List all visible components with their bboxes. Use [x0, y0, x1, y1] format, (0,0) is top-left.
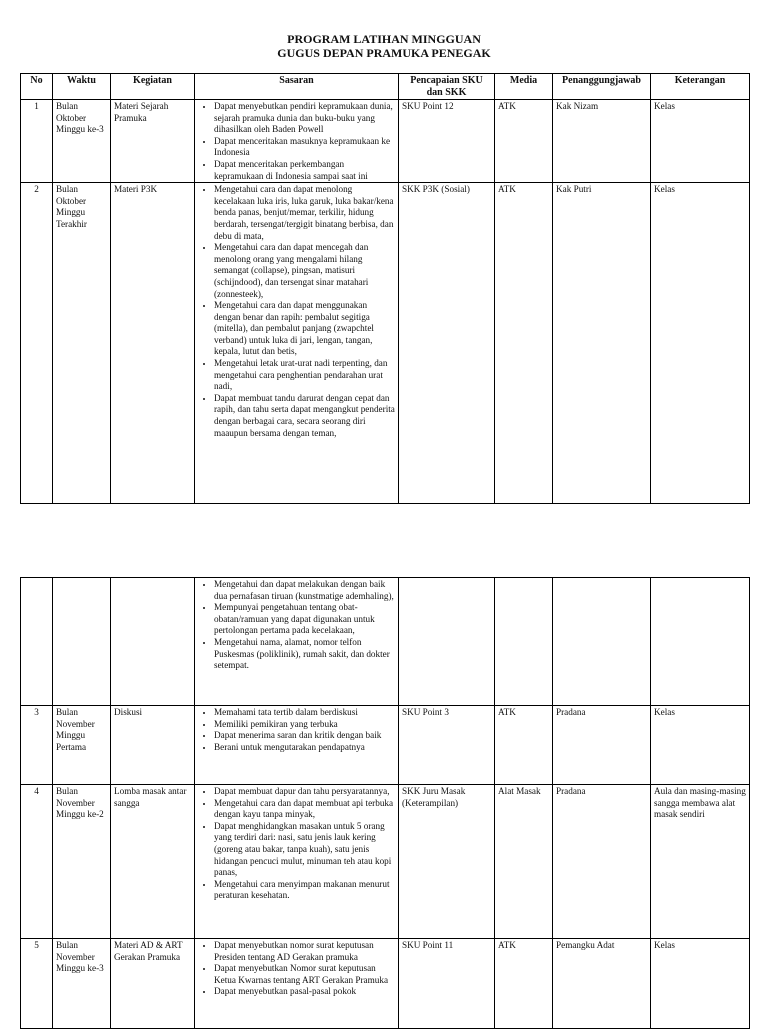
table-row: [21, 706, 750, 785]
cell-no: 2: [21, 183, 53, 504]
cell-no: 4: [21, 785, 53, 939]
cell-no: 3: [21, 706, 53, 785]
cell-no: 5: [21, 939, 53, 1029]
cell-keterangan: Kelas: [651, 939, 750, 1029]
cell-pencapaian: SKK P3K (Sosial): [399, 183, 495, 504]
cell-pencapaian: SKU Point 3: [399, 706, 495, 785]
cell-kegiatan: Materi Sejarah Pramuka: [111, 100, 195, 183]
header-sasaran: Sasaran: [195, 74, 399, 100]
cell-penanggungjawab: Pradana: [553, 785, 651, 939]
cell-media: ATK: [495, 706, 553, 785]
document-title: [0, 32, 768, 60]
cell-waktu: Bulan Oktober Minggu ke-3: [53, 100, 111, 183]
cell-waktu: Bulan Oktober Minggu Terakhir: [53, 183, 111, 504]
header-kegiatan: Kegiatan: [111, 74, 195, 100]
header-media: Media: [495, 74, 553, 100]
sasaran-item: • Mengetahui cara dan dapat menolong kecelakaan luka iris, luka garuk, luka bakar/kena benda panas, benjut/memar, terkilir, hidung berdarah, tersengat/tergigit binatang berbisa, dan debu di mata,: [214, 184, 395, 242]
cell-media: ATK: [495, 100, 553, 183]
cell-kegiatan: [111, 578, 195, 706]
cell-media: [495, 578, 553, 706]
sasaran-item: • Mengetahui cara dan dapat menggunakan dengan benar dan rapih: pembalut segitiga (mitella), dan pembalut panjang (zwapchtel verband) untuk luka di jari, lengan, tangan, kepala, lutut dan betis,: [214, 300, 395, 358]
table-row: [21, 785, 750, 939]
table-row: [21, 100, 750, 183]
schedule-table-page-2: [20, 577, 750, 1029]
sasaran-item: • Memahami tata tertib dalam berdiskusi: [214, 707, 395, 719]
cell-sasaran: [195, 183, 399, 504]
cell-pencapaian: SKU Point 11: [399, 939, 495, 1029]
sasaran-item: • Dapat membuat dapur dan tahu persyaratannya,: [214, 786, 395, 798]
cell-waktu: Bulan November Minggu ke-2: [53, 785, 111, 939]
cell-penanggungjawab: Pemangku Adat: [553, 939, 651, 1029]
sasaran-item: • Dapat membuat tandu darurat dengan cepat dan rapih, dan tahu serta dapat mengangkut penderita dengan berbagai cara, secara seorang diri maaupun bersama dengan teman,: [214, 393, 395, 439]
cell-kegiatan: Materi P3K: [111, 183, 195, 504]
cell-penanggungjawab: Pradana: [553, 706, 651, 785]
sasaran-item: • Mempunyai pengetahuan tentang obat-obatan/ramuan yang dapat digunakan untuk pertolongan pertama pada kecelakaan,: [214, 602, 395, 637]
cell-keterangan: Aula dan masing-masing sangga membawa alat masak sendiri: [651, 785, 750, 939]
sasaran-item: • Memiliki pemikiran yang terbuka: [214, 719, 395, 731]
sasaran-item: • Mengetahui cara dan dapat mencegah dan menolong orang yang mengalami hilang semangat (collapse), pingsan, matisuri (schijndood), dan tersengat sinar matahari (zonnesteek),: [214, 242, 395, 300]
cell-no: 1: [21, 100, 53, 183]
header-pencapaian: Pencapaian SKU dan SKK: [399, 74, 495, 100]
cell-kegiatan: Lomba masak antar sangga: [111, 785, 195, 939]
cell-waktu: [53, 578, 111, 706]
sasaran-item: • Berani untuk mengutarakan pendapatnya: [214, 742, 395, 754]
sasaran-item: • Dapat menceritakan perkembangan kepramukaan di Indonesia sampai saat ini: [214, 159, 395, 182]
cell-pencapaian: SKU Point 12: [399, 100, 495, 183]
sasaran-item: • Mengetahui cara menyimpan makanan menurut peraturan kesehatan.: [214, 879, 395, 902]
title-line-2: GUGUS DEPAN PRAMUKA PENEGAK: [277, 46, 491, 60]
table-row: [21, 183, 750, 504]
table-row: [21, 939, 750, 1029]
sasaran-item: • Mengetahui letak urat-urat nadi terpenting, dan mengetahui cara penghentian pendarahan urat nadi,: [214, 358, 395, 393]
cell-kegiatan: Diskusi: [111, 706, 195, 785]
cell-media: ATK: [495, 939, 553, 1029]
sasaran-item: • Dapat menyebutkan pendiri kepramukaan dunia, sejarah pramuka dunia dan buku-buku yang dihasilkan oleh Baden Powell: [214, 101, 395, 136]
sasaran-item: • Dapat menghidangkan masakan untuk 5 orang yang terdiri dari: nasi, satu jenis lauk kering (goreng atau bakar, tanpa kuah), satu jenis hidangan pencuci mulut, minuman teh atau kopi panas,: [214, 821, 395, 879]
cell-sasaran: [195, 939, 399, 1029]
sasaran-item: • Mengetahui dan dapat melakukan dengan baik dua pernafasan tiruan (kunstmatige ademhaling),: [214, 579, 395, 602]
cell-keterangan: Kelas: [651, 706, 750, 785]
cell-keterangan: [651, 578, 750, 706]
sasaran-item: • Dapat menceritakan masuknya kepramukaan ke Indonesia: [214, 136, 395, 159]
cell-media: ATK: [495, 183, 553, 504]
header-no: No: [21, 74, 53, 100]
cell-sasaran: [195, 706, 399, 785]
table-row: [21, 578, 750, 706]
header-keterangan: Keterangan: [651, 74, 750, 100]
sasaran-item: • Dapat menyebutkan nomor surat keputusan Presiden tentang AD Gerakan pramuka: [214, 940, 395, 963]
cell-waktu: Bulan November Minggu Pertama: [53, 706, 111, 785]
cell-media: Alat Masak: [495, 785, 553, 939]
sasaran-item: • Mengetahui cara dan dapat membuat api terbuka dengan kayu tanpa minyak,: [214, 798, 395, 821]
cell-penanggungjawab: Kak Putri: [553, 183, 651, 504]
title-line-1: PROGRAM LATIHAN MINGGUAN: [287, 32, 481, 46]
cell-keterangan: Kelas: [651, 100, 750, 183]
schedule-table-page-1: [20, 73, 750, 504]
cell-no: [21, 578, 53, 706]
cell-pencapaian: [399, 578, 495, 706]
sasaran-item: • Dapat menyebutkan pasal-pasal pokok: [214, 986, 395, 998]
cell-pencapaian: SKK Juru Masak (Keterampilan): [399, 785, 495, 939]
table-header-row: [21, 74, 750, 100]
header-penanggungjawab: Penanggungjawab: [553, 74, 651, 100]
cell-sasaran: [195, 578, 399, 706]
cell-kegiatan: Materi AD & ART Gerakan Pramuka: [111, 939, 195, 1029]
header-waktu: Waktu: [53, 74, 111, 100]
cell-sasaran: [195, 100, 399, 183]
sasaran-item: • Mengetahui nama, alamat, nomor telfon Puskesmas (poliklinik), rumah sakit, dan dokter setempat.: [214, 637, 395, 672]
sasaran-item: • Dapat menyebutkan Nomor surat keputusan Ketua Kwarnas tentang ART Gerakan Pramuka: [214, 963, 395, 986]
cell-penanggungjawab: [553, 578, 651, 706]
cell-waktu: Bulan November Minggu ke-3: [53, 939, 111, 1029]
cell-keterangan: Kelas: [651, 183, 750, 504]
cell-penanggungjawab: Kak Nizam: [553, 100, 651, 183]
cell-sasaran: [195, 785, 399, 939]
sasaran-item: • Dapat menerima saran dan kritik dengan baik: [214, 730, 395, 742]
